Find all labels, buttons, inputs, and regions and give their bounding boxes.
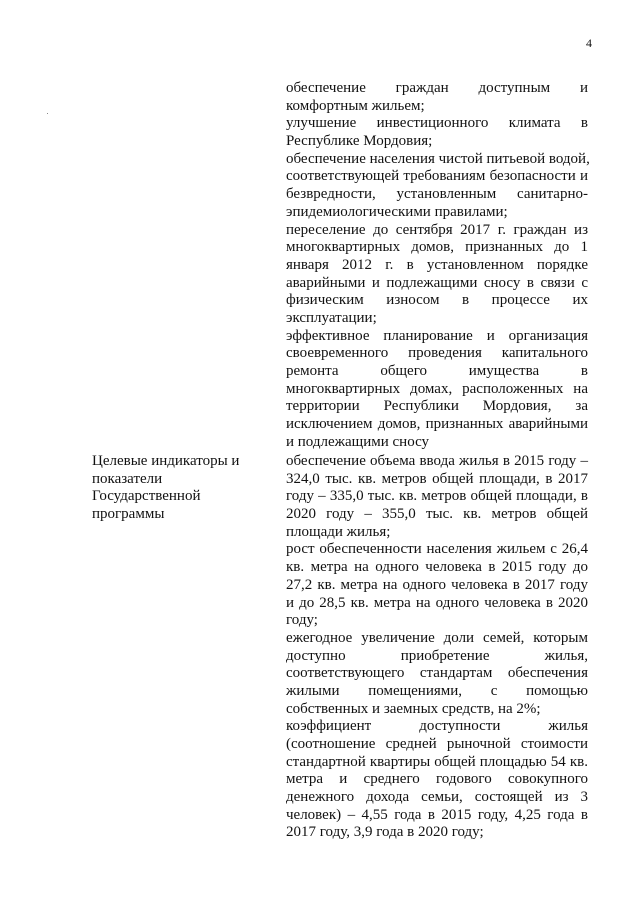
text-line: 2017 году, 3,9 года в 2020 году; — [286, 824, 484, 841]
label-line: показатели — [92, 470, 163, 487]
text-line: собственных и заемных средств, на 2%; — [286, 700, 541, 717]
paragraph — [286, 541, 588, 629]
text-line: денежного дохода семьи, состоящей из 3 — [286, 789, 588, 806]
text-line: жилыми помещениями, с помощью — [286, 682, 588, 699]
indicators-text — [286, 453, 588, 842]
text-line: физическим износом в процессе их — [286, 292, 588, 309]
top-section-text — [286, 80, 588, 451]
paragraph — [286, 80, 588, 115]
paragraph — [286, 718, 588, 842]
text-line: территории Республики Мордовия, за — [286, 398, 588, 415]
text-line: 27,2 кв. метра на одного человека в 2017 году — [286, 576, 588, 593]
paragraph — [286, 222, 588, 328]
text-line: и подлежащими сносу — [286, 433, 430, 450]
text-line: исключением домов, признанных аварийными — [286, 416, 588, 433]
text-line: соответствующей требованиям безопасности и — [286, 168, 588, 185]
text-line: метра и среднего годового совокупного — [286, 771, 588, 788]
text-line: и до 28,5 кв. метра на одного человека в 2020 — [286, 594, 588, 611]
text-line: стандартной квартиры общей площадью 54 кв. — [286, 753, 588, 770]
paragraph — [286, 151, 588, 222]
text-line: комфортным жильем; — [286, 97, 425, 114]
text-line: доступно приобретение жилья, — [286, 647, 588, 664]
text-line: ремонта общего имущества в — [286, 363, 588, 379]
text-line: многоквартирных домах, расположенных на — [286, 380, 588, 397]
text-line: соответствующего стандартам обеспечения — [286, 665, 588, 682]
text-line: ежегодное увеличение доли семей, которым — [286, 629, 588, 646]
text-line: 2020 году – 355,0 тыс. кв. метров общей — [286, 506, 588, 523]
indicators-label — [92, 453, 262, 524]
scan-artifact-dot — [47, 113, 48, 114]
paragraph — [286, 630, 588, 718]
label-line: Государственной — [92, 488, 201, 505]
label-line: Целевые индикаторы и — [92, 453, 240, 469]
text-line: января 2012 г. в установленном порядке — [286, 256, 588, 273]
text-line: аварийными и подлежащими сносу в связи с — [286, 274, 588, 291]
paragraph — [286, 453, 588, 541]
text-line: Республике Мордовия; — [286, 133, 433, 150]
paragraph — [286, 115, 588, 150]
text-line: улучшение инвестиционного климата в — [286, 115, 588, 132]
text-line: обеспечение населения чистой питьевой водой, — [286, 150, 590, 167]
text-line: своевременного проведения капитального — [286, 345, 588, 362]
text-line: 324,0 тыс. кв. метров общей площади, в 2017 — [286, 470, 588, 487]
text-line: кв. метра на одного человека в 2015 году до — [286, 559, 588, 576]
text-line: безвредности, установленным санитарно- — [286, 186, 588, 203]
label-line: программы — [92, 506, 165, 523]
text-line: эффективное планирование и организация — [286, 327, 588, 344]
text-line: площади жилья; — [286, 523, 391, 540]
text-line: году; — [286, 612, 318, 629]
page-number: 4 — [586, 36, 592, 50]
text-line: коэффициент доступности жилья — [286, 718, 588, 735]
text-line: многоквартирных домов, признанных до 1 — [286, 239, 588, 256]
text-line: человек) – 4,55 года в 2015 году, 4,25 года в — [286, 806, 588, 823]
text-line: переселение до сентября 2017 г. граждан из — [286, 221, 588, 238]
paragraph — [286, 328, 588, 452]
text-line: обеспечение объема ввода жилья в 2015 году – — [286, 453, 588, 469]
text-line: (соотношение средней рыночной стоимости — [286, 736, 588, 752]
text-line: обеспечение граждан доступным и — [286, 80, 588, 96]
text-line: году – 335,0 тыс. кв. метров общей площади, в — [286, 488, 588, 505]
text-line: эксплуатации; — [286, 309, 377, 326]
text-line: рост обеспеченности населения жильем с 26,4 — [286, 541, 588, 558]
text-line: эпидемиологическими правилами; — [286, 203, 508, 220]
